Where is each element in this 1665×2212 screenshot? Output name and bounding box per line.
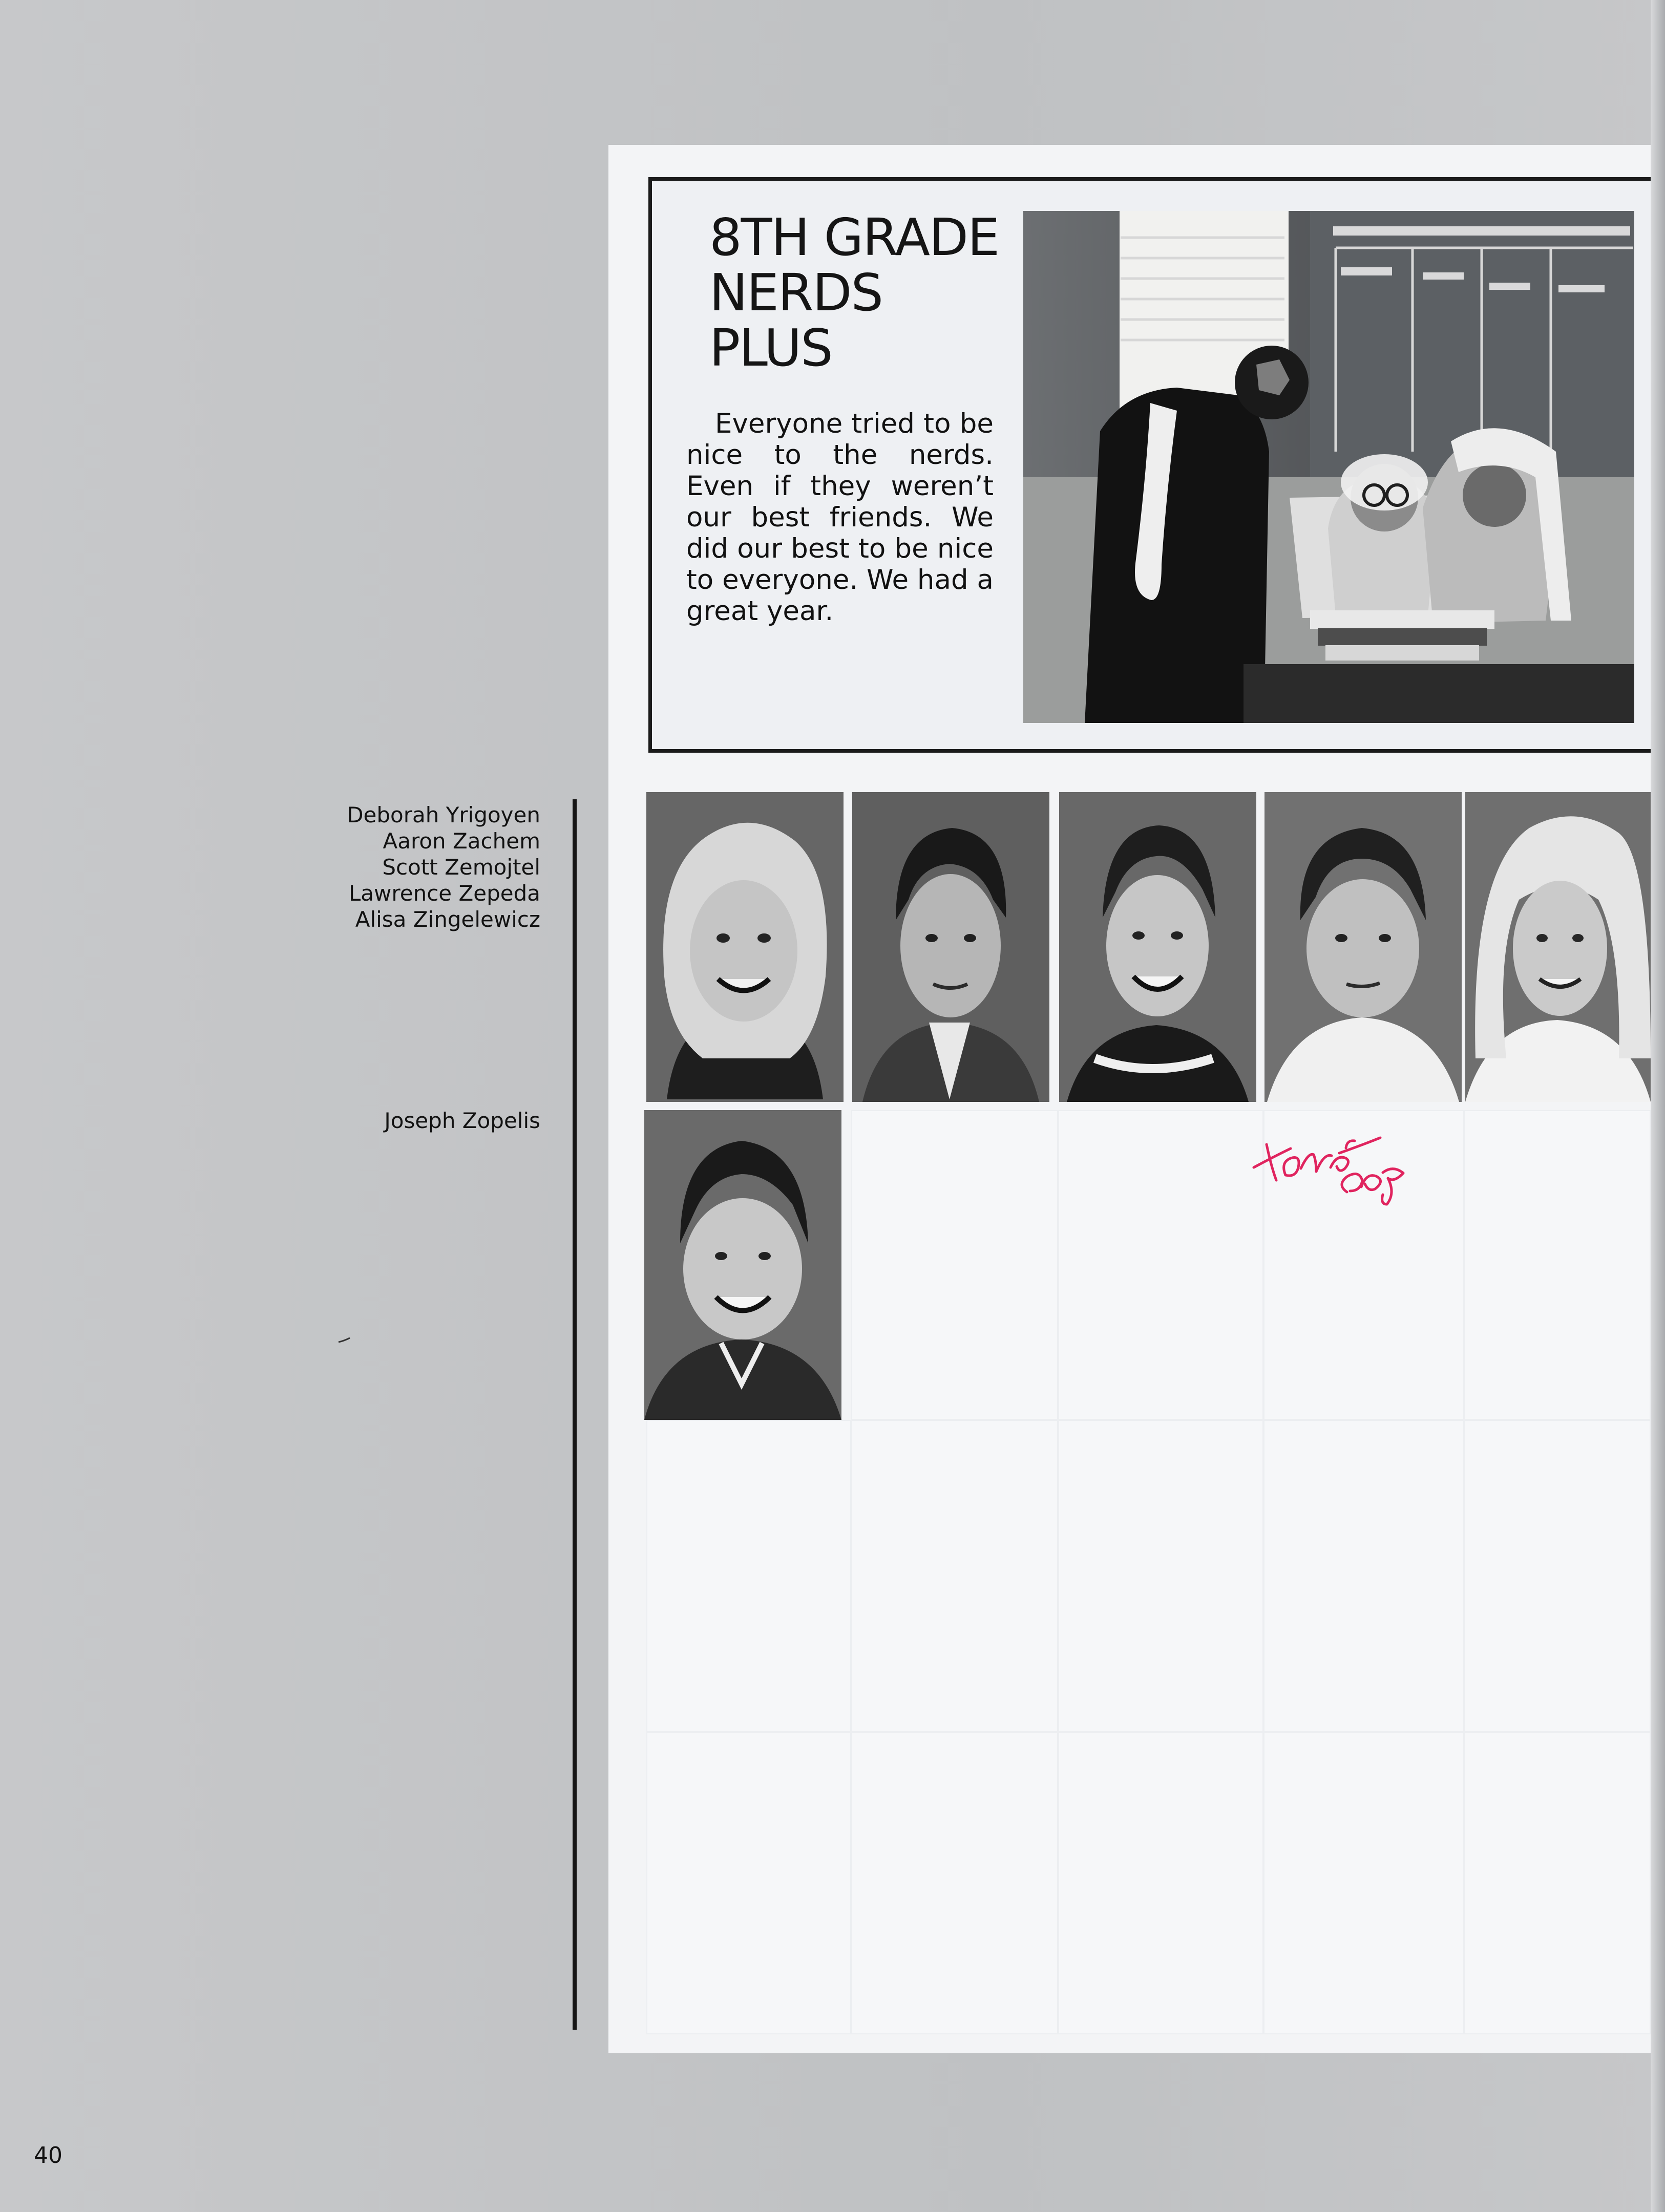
empty-portrait-slots [646, 1110, 1651, 2057]
page-number: 40 [34, 2142, 62, 2168]
empty-portrait-slot [1058, 1420, 1263, 1732]
portrait-name: Deborah Yrigoyen [347, 802, 540, 827]
empty-portrait-slot [1464, 1420, 1651, 1732]
student-portrait [1059, 792, 1256, 1102]
empty-portrait-slot [1464, 1732, 1651, 2034]
student-portrait [1465, 792, 1651, 1102]
empty-portrait-slot [1058, 1732, 1263, 2034]
portrait-name-list-row-1 [287, 802, 540, 932]
feature-title-line-2: NERDS PLUS [709, 263, 882, 378]
empty-portrait-slot [851, 1420, 1058, 1732]
feature-title [709, 207, 1017, 378]
stray-mark [337, 1336, 351, 1344]
student-portrait [1264, 792, 1462, 1102]
empty-portrait-slot [1263, 1732, 1464, 2034]
handwritten-signature [1250, 1116, 1419, 1206]
empty-portrait-slot [646, 1732, 851, 2034]
name-column-divider [573, 799, 577, 2030]
portrait-name: Scott Zemojtel [382, 855, 540, 880]
portrait-name: Joseph Zopelis [384, 1108, 540, 1133]
classroom-photo [1023, 211, 1634, 723]
student-portrait [646, 792, 844, 1102]
empty-portrait-slot [1263, 1420, 1464, 1732]
empty-portrait-slot [1464, 1110, 1651, 1420]
portrait-name: Alisa Zingelewicz [355, 907, 540, 932]
portrait-name: Aaron Zachem [383, 828, 540, 854]
empty-portrait-slot [851, 1732, 1058, 2034]
page-edge-shadow [1651, 0, 1665, 2212]
portrait-name-list-row-2 [287, 1108, 540, 1134]
feature-title-line-1: 8TH GRADE [709, 207, 999, 267]
empty-portrait-slot [646, 1420, 851, 1732]
feature-body-text: Everyone tried to be nice to the nerds. Even if they weren’t our best friends. We did our best to be nice to everyone. We had a great year. [686, 408, 994, 627]
student-portrait [852, 792, 1049, 1102]
empty-portrait-slot [1058, 1110, 1263, 1420]
portrait-name: Lawrence Zepeda [348, 881, 540, 906]
empty-portrait-slot [851, 1110, 1058, 1420]
